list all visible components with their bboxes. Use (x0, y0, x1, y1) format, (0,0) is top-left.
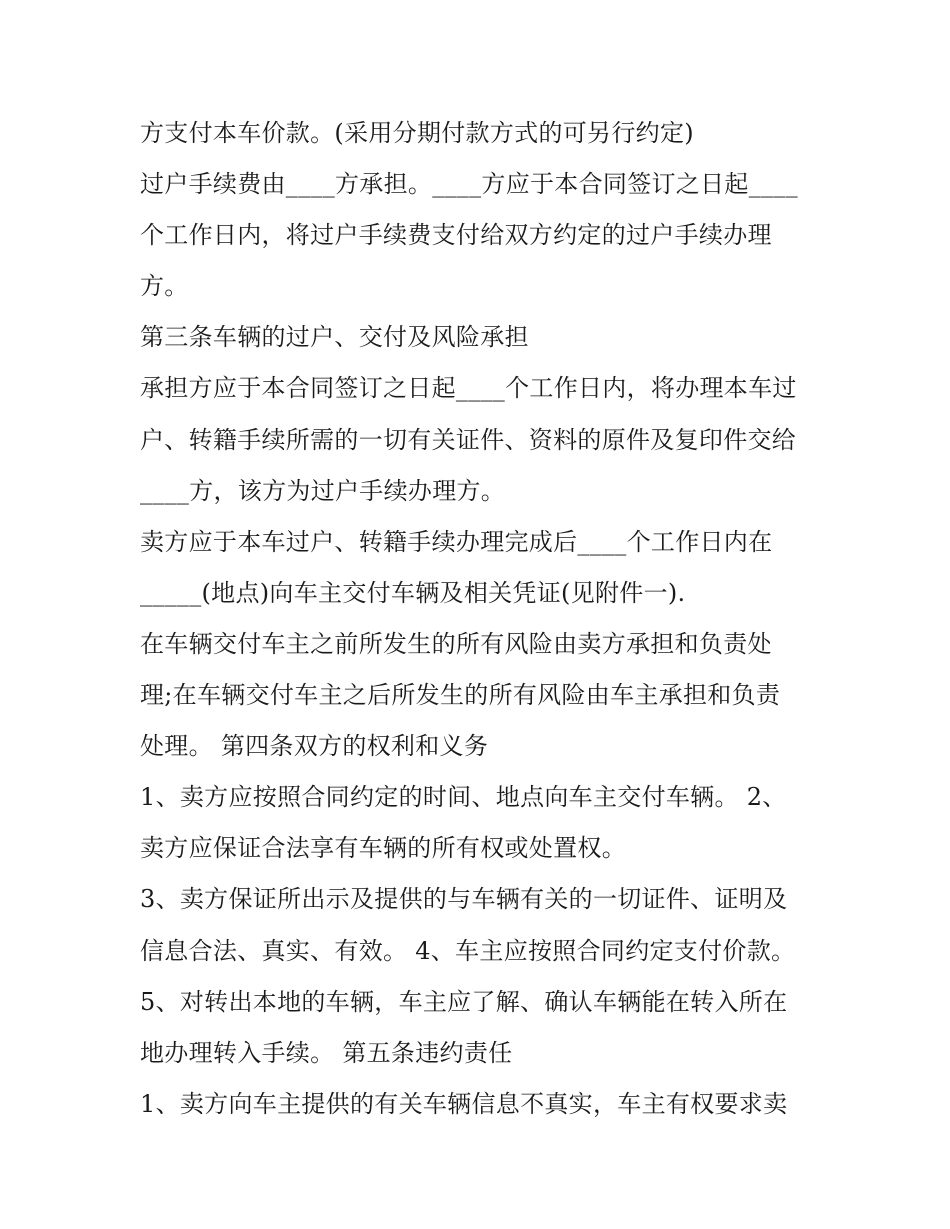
text-line: 户、转籍手续所需的一切有关证件、资料的原件及复印件交给 (140, 425, 797, 454)
text-line: 5、对转出本地的车辆，车主应了解、确认车辆能在转入所在 (140, 987, 788, 1016)
text-line: 3、卖方保证所出示及提供的与车辆有关的一切证件、证明及 (140, 885, 788, 914)
text-line: 理;在车辆交付车主之后所发生的所有风险由车主承担和负责 (140, 681, 781, 710)
text-line: 卖方应于本车过户、转籍手续办理完成后____个工作日内在 (140, 527, 773, 556)
text-line: 个工作日内，将过户手续费支付给双方约定的过户手续办理 (140, 221, 772, 250)
text-line: 地办理转入手续。 第五条违约责任 (140, 1038, 513, 1067)
text-line: ____方，该方为过户手续办理方。 (140, 476, 506, 505)
text-line: 处理。 第四条双方的权利和义务 (140, 732, 489, 761)
text-line: 在车辆交付车主之前所发生的所有风险由卖方承担和负责处 (140, 629, 772, 658)
text-line: 卖方应保证合法享有车辆的所有权或处置权。 (140, 834, 626, 863)
text-line: 1、卖方应按照合同约定的时间、地点向车主交付车辆。 2、 (140, 783, 787, 812)
contract-text-body (140, 108, 830, 1130)
text-line: 1、卖方向车主提供的有关车辆信息不真实，车主有权要求卖 (140, 1089, 788, 1118)
section-heading: 第三条车辆的过户、交付及风险承担 (140, 323, 529, 352)
text-line: 方支付本车价款。(采用分期付款方式的可另行约定) (140, 119, 694, 147)
text-line: 承担方应于本合同签订之日起____个工作日内，将办理本车过 (140, 374, 797, 403)
text-line: 信息合法、真实、有效。 4、车主应按照合同约定支付价款。 (140, 936, 796, 965)
text-line: 过户手续费由____方承担。____方应于本合同签订之日起____ (140, 170, 798, 199)
text-line: _____(地点)向车主交付车辆及相关凭证(见附件一). (140, 578, 686, 607)
text-line: 方。 (140, 272, 189, 301)
